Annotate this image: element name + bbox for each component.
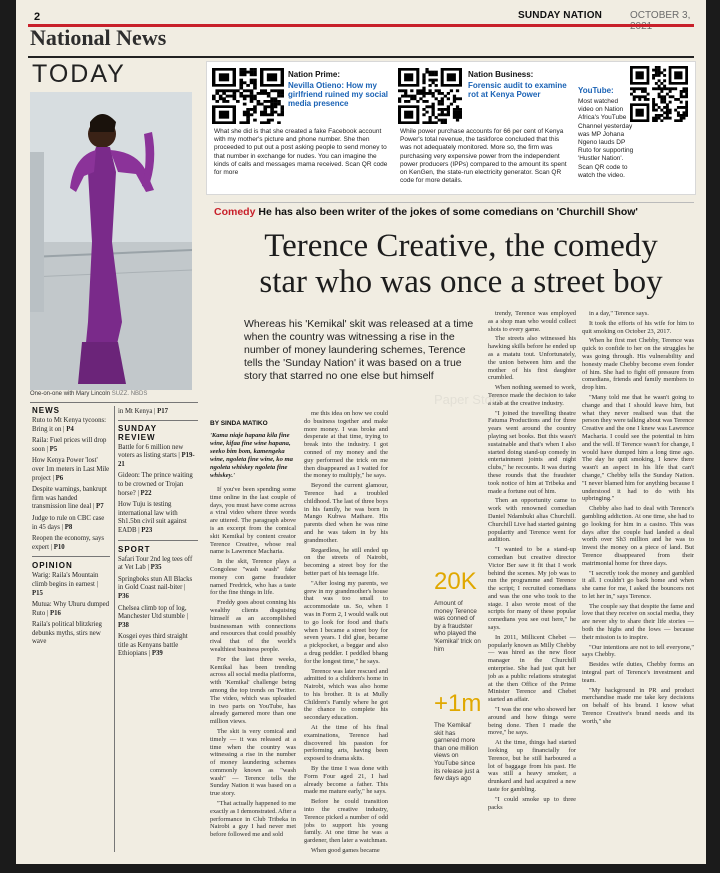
index-item-text: Battle for 6 million new voters as listing starts xyxy=(118,443,184,460)
index-item-text: How Tuju is testing international law with Sh1.5bn civil suit against EADB xyxy=(118,501,187,534)
article-paragraph: At the time of his final examinations, Terence had discovered his passion for performing arts, having been exposed to drama skits. xyxy=(304,724,388,763)
index-item[interactable]: Despite warnings, bankrupt firm was handed transmission line deal | P7 xyxy=(32,486,107,511)
index-item[interactable]: Judge to rule on CBC case in 45 days | P8 xyxy=(32,514,105,531)
index-item-text: Safari Tour 2nd leg tees off at Vet Lab xyxy=(118,555,193,572)
index-item-text: in Mt Kenya xyxy=(118,408,153,415)
index-column-2 xyxy=(118,406,198,662)
article-paragraph: in a day," Terence says. xyxy=(589,310,649,317)
index-item-page: P7 xyxy=(96,503,104,511)
article-paragraph: Beyond the current glamour, Terence had a troubled childhood. The last of three boys in his family, he was born in Mango Kubwa Mathare. His parents died when he was nine and he was taken in by his grandmother. xyxy=(304,482,388,544)
index-rule xyxy=(118,540,198,541)
index-rule xyxy=(118,420,198,421)
stat-2-label: The 'Kemikal' skit has garnered more than one million views on YouTube since its release just a few days ago xyxy=(434,722,480,783)
article-column-1 xyxy=(210,486,296,858)
index-item-text: Gideon: The prince waiting to be crowned or Trojan horse? xyxy=(118,472,193,497)
index-item-page: P39 xyxy=(151,650,163,658)
photo-credit: SUZZ. NBDS xyxy=(111,391,148,397)
article-paragraph: Chebby also had to deal with Terence's gambling addiction. At one time, she had to go looking for him in a casino. This was days after the couple had landed a deal worth over Sh3 million and he was to invest the money on a piece of land. But Terence disappeared from their matrimonial home for three days. xyxy=(582,505,694,567)
index-item-page: P5 xyxy=(49,445,58,453)
article-paragraph: "My background in PR and product merchandise made me take key decisions on behalf of his brand. I know what Terence Creative's brand needs and its worth," she xyxy=(582,686,694,725)
article-paragraph: "After losing my parents, we grew in my grandmother's house that was too small to accommodate us. So, when I was in Form 2, I would walk out to go look for food and that's when I became a street boy for seven years. I did glue, became a pickpocket, a beggar and also a drug peddler. I peddled bhang for the longest time," he says. xyxy=(304,579,388,665)
index-item-text: Raila: Fuel prices will drop soon xyxy=(32,437,107,453)
index-item[interactable]: Warig: Raila's Mountain climb begins in earnest | P15 xyxy=(32,572,99,597)
index-item-text: Kosgei eyes third straight title as Kenyans battle Ethiopians xyxy=(118,633,188,658)
article-paragraph: The streets also witnessed his hawking skills before he ended up as a matatu tout. Unfortunately, the union between him and the mother of his first daughter crumbled. xyxy=(488,335,576,382)
headline-line-1: Terence Creative, the comedy xyxy=(264,228,658,264)
index-item[interactable]: Battle for 6 million new voters as listing starts | P19-21 xyxy=(118,443,195,468)
article-paragraph: Then an opportunity came to work with renowned comedian Daniel Ndambuki alias Churchill. Churchill Live had started gaining popularity and Terence went for audition. xyxy=(488,497,576,544)
opinion-label: OPINION xyxy=(32,561,73,571)
promo-1-text: What she did is that she created a fake Facebook account with my mother's picture and phone number. She then proceeded to put out a post asking people to send money to that number in exchange for nudes. You can imagine the kinds of calls and messages mama received. Scan QR code for more xyxy=(214,128,388,177)
article-paragraph: "Many told me that he wasn't going to change and that I should leave him, but what they never realised was that the person they were talking about was Terence Creative and the one I knew was Lawrence Macharia. I could see the potential in him and the will. If Terence wasn't for change, I would have dumped him a long time ago. The day he quit smoking, I knew there wasn't an aspect in his life that can't change," Chebby tells the Sunday Nation. "I never blamed him for anything because I understood it had to do with his upbringing." xyxy=(582,393,694,503)
index-item-text: Reopen the economy, says expert xyxy=(32,535,105,551)
article-paragraph: The couple say that despite the fame and love that they receive on social media, they are never shy to share their life stories — both the highs and the lows — because their mission is to inspire. xyxy=(582,602,694,641)
review-label: REVIEW xyxy=(118,432,156,442)
index-item-text: Warig: Raila's Mountain climb begins in earnest xyxy=(32,572,99,588)
index-item-text: Judge to rule on CBC case in 45 days xyxy=(32,514,105,531)
article-paragraph: Besides wife duties, Chebby forms an integral part of Terence's investment and team. xyxy=(582,661,694,684)
article-paragraph: Terence was later rescued and admitted to a children's home in Nairobi, which was also home to his brother. It is at Mully Children's Family where he got the chance to complete his secondary education. xyxy=(304,667,388,722)
qr-code-icon[interactable] xyxy=(212,68,284,124)
sunday-label: SUNDAY xyxy=(118,423,158,433)
article-paragraph: Freddy goes about conning his wealthy clients disguising himself as an accomplished businessman with connections and resources that could possibly rival that of the world's wealthiest business people. xyxy=(210,599,296,653)
index-item-text: How Kenya Power 'lost' over 1m meters in Last Mile project xyxy=(32,457,110,482)
index-item-text: Chelsea climb top of log, Manchester Utd stumble xyxy=(118,604,187,621)
article-paragraph: By the time I was done with Form Four aged 21, I had already become a father. This made me mature early," he says. xyxy=(304,765,388,796)
sport-label: SPORT xyxy=(118,544,151,554)
article-paragraph: When good games became xyxy=(311,847,380,855)
photo-caption-text: One-on-one with Mary Lincoln xyxy=(30,391,111,397)
index-item-page: P15 xyxy=(32,589,43,597)
article-paragraph: When nothing seemed to work, Terence made the decision to take a stab at the creative industry. xyxy=(488,384,576,407)
index-item[interactable]: How Kenya Power 'lost' over 1m meters in Last Mile project | P6 xyxy=(32,457,110,482)
index-item-text: Ruto to Mt Kenya tycoons: Bring it on xyxy=(32,417,107,433)
promo-2-text: While power purchase accounts for 66 per cent of Kenya Power's total revenue, the taskforce concluded that this was not adequately monitored. More so, the firm was purchasing very expensive power from the independent power producers (IPPs) compared to the amount its spent on KenGen, the state-run electricity generator. Scan QR code for more details. xyxy=(400,128,567,185)
index-divider xyxy=(114,406,115,852)
index-item[interactable]: Kosgei eyes third straight title as Kenyans battle Ethiopians | P39 xyxy=(118,633,188,658)
qr-code-icon[interactable] xyxy=(398,68,462,124)
stat-2-value: +1m xyxy=(434,690,482,717)
section-underline xyxy=(28,56,694,58)
index-item[interactable]: Springboks stun All Blacks in Gold Coast nail-biter | P36 xyxy=(118,575,193,600)
issue-date: OCTOBER 3, xyxy=(630,10,691,21)
index-item-page: P23 xyxy=(141,526,153,534)
index-item[interactable]: How Tuju is testing international law with Sh1.5bn civil suit against EADB | P23 xyxy=(118,501,187,534)
newspaper-page xyxy=(16,0,706,864)
index-item-page: P36 xyxy=(118,592,129,600)
stat-1-value: 20K xyxy=(434,568,477,595)
article-paragraph: For the last three weeks, Kemikal has been trending across all social media platforms, with 'Kemikal' challenge being among the top trends on Twitter. The video, which was uploaded in two parts on YouTube, has already garnered more than one million views. xyxy=(210,655,296,726)
article-paragraph: Before he could transition into the creative industry, Terence picked a number of odd jobs to support his young family. At one time he was a gardener, then later a watchman. xyxy=(304,798,388,845)
index-item-text: Despite warnings, bankrupt firm was handed transmission line deal xyxy=(32,486,107,511)
article-paragraph: "I was the one who showed her around and how things were being done. Then I made the move," he says. xyxy=(488,706,576,737)
article-paragraph: It took the efforts of his wife for him to quit smoking on October 23, 2017. xyxy=(582,319,694,335)
article-paragraph: me this idea on how we could do business together and make more money. I was broke and desperate at that time, trying to break into the industry. I got conned of my money and the guy performed the trick on me then disappeared as I waited for the money to multiply," he says. xyxy=(304,410,388,480)
index-item-page: P8 xyxy=(64,523,73,531)
index-item[interactable]: Gideon: The prince waiting to be crowned or Trojan horse? | P22 xyxy=(118,472,193,497)
index-item-text: Raila's political blitzkrieg debunks myths, stirs new wave xyxy=(32,621,102,646)
index-column-1 xyxy=(32,406,110,650)
article-column-2 xyxy=(304,410,388,858)
index-rule xyxy=(32,556,110,557)
index-item[interactable]: in Mt Kenya | P17 xyxy=(118,408,169,415)
index-item-text: Mutua: Why Uhuru dumped Ruto xyxy=(32,601,110,617)
news-label: NEWS xyxy=(32,406,60,415)
kicker-text: He has also been writer of the jokes of some comedians on 'Churchill Show' xyxy=(258,206,638,218)
index-rule xyxy=(30,402,198,403)
article-paragraph: Regardless, he still ended up on the streets of Nairobi, becoming a street boy for the better part of his teenage life. xyxy=(304,546,388,577)
feature-photo xyxy=(30,92,192,390)
paper-name: SUNDAY NATION xyxy=(518,10,603,21)
article-paragraph: In 2011, Millicent Chebet — popularly known as Milly Chebby — was hired as the new floor manager in the Churchill enterprise. She had just quit her job as a public relations strategist at the then Office of the Prime Minister Terence and Chebet started an affair. xyxy=(488,633,576,704)
index-item[interactable]: Raila: Fuel prices will drop soon | P5 xyxy=(32,437,107,453)
index-item-page: P17 xyxy=(157,408,169,415)
index-item-page: P19-21 xyxy=(118,452,195,468)
index-item[interactable]: Mutua: Why Uhuru dumped Ruto | P16 xyxy=(32,601,110,617)
index-item-page: P4 xyxy=(66,425,74,433)
index-item[interactable] xyxy=(32,621,110,647)
index-item-page: P10 xyxy=(53,543,65,551)
article-paragraph: "I joined the travelling theatre Fatuma Productions and for three years went around the country playing set books. But this wasn't sustainable and that's when I also started doing stand-up comedy in entertainment joints and night clubs," he recounts. It was during these rounds that the fraudster took notice of him at Tribeka and made a fortune out of him. xyxy=(488,409,576,495)
index-item-page: P22 xyxy=(140,489,152,497)
article-paragraph: In the skit, Terence plays a Congolese "wash wash" fake money con game fraudster named Fredrick, who has a taste for the fine things in life. xyxy=(210,558,296,597)
kicker-label: Comedy xyxy=(214,206,256,218)
promo-2-title: Nation Business: xyxy=(468,70,534,79)
article-paragraph: If you've been spending some time online in the last couple of days, you must have come across a viral video where three words are uttered. The paragraph above is an excerpt from the comical skit Kemikal by content creator Terence Creative, whose real name is Lawrence Macharia. xyxy=(210,486,296,556)
headline-line-2: star who was once a street boy xyxy=(259,264,663,300)
article-headline xyxy=(226,228,696,300)
article-paragraph: When he first met Chebby, Terence was quick to confide to her on the struggles he was going through. His vulnerability and honesty made Chebby become even fonder of him. She had to fight off pressure from comedians, friends and family members to drop him. xyxy=(582,337,694,392)
promo-3-text: Most watched video on Nation Africa's YouTube Channel yesterday was MP Johana Ngeno lauds DP Ruto for supporting 'Hustler Nation'. Scan QR code to watch the video. xyxy=(578,98,634,179)
photo-caption xyxy=(30,391,200,397)
promo-1-headline[interactable]: Nevilla Otieno: How my girlfriend ruined my social media presence xyxy=(288,81,389,108)
article-paragraph: "I could smoke up to three packs xyxy=(488,795,576,811)
promo-3-title: YouTube: xyxy=(578,86,614,95)
page-number: 2 xyxy=(34,11,41,23)
watermark: Paper Store xyxy=(434,392,504,407)
index-item[interactable]: Ruto to Mt Kenya tycoons: Bring it on | P4 xyxy=(32,417,107,433)
article-paragraph: At the time, things had started looking up financially for Terence, but he still harboured a lot of baggage from his past. He was still a heavy smoker, a drunkard and had acquired a new taste for gambling. xyxy=(488,739,576,794)
index-item-page: P6 xyxy=(55,474,64,482)
qr-code-icon[interactable] xyxy=(630,66,688,122)
index-item[interactable]: Safari Tour 2nd leg tees off at Vet Lab | P35 xyxy=(118,555,193,572)
kicker xyxy=(214,206,638,218)
article-paragraph: "I secretly took the money and gambled it all. I couldn't go back home and when she came for me, I asked the bouncers not to let her in," says Terence. xyxy=(582,569,694,600)
index-item[interactable]: Chelsea climb top of log, Manchester Utd stumble | P38 xyxy=(118,604,188,629)
kicker-rule xyxy=(214,202,694,203)
index-item-page: P35 xyxy=(150,564,162,572)
index-item-text: Springboks stun All Blacks in Gold Coast nail-biter xyxy=(118,575,193,592)
index-item-page: P38 xyxy=(118,621,129,629)
promo-2-headline[interactable]: Forensic audit to examine rot at Kenya Power xyxy=(468,81,567,99)
promo-1-title: Nation Prime: xyxy=(288,70,341,79)
section-title: National News xyxy=(30,25,167,50)
article-paragraph: "That actually happened to me exactly as I demonstrated. After a performance in Club Tribeka in Nairobi a guy I had never met before followed me and sold xyxy=(210,800,296,839)
index-item[interactable]: Reopen the economy, says expert | P10 xyxy=(32,535,105,551)
article-paragraph: "Our intentions are not to tell everyone," says Chebby. xyxy=(582,643,694,659)
stat-1-label: Amount of money Terence was conned of by a fraudster who played the 'Kemikal' trick on him xyxy=(434,600,481,653)
article-paragraph: "I wanted to be a stand-up comedian but creative director Victor Ber saw it fit that I work behind the scenes. My job was to run the programme and Terence the script; I recruited comedians and was the one who took to the stage. I also wrote most of the scripts for many of these popular comedians you see out here," he says. xyxy=(488,546,576,632)
article-paragraph: trendy, Terence was employed as a shop man who would collect shots to every game. xyxy=(488,310,576,333)
article-paragraph: The skit is very comical and timely — it was released at a time when the country was witnessing a rise in the number of money laundering schemes commonly known as "wash wash" — Terence tells the Sunday Nation it was based on a true story. xyxy=(210,727,296,798)
byline: BY SINDA MATIKO xyxy=(210,420,268,427)
today-label: TODAY xyxy=(32,60,126,88)
standfirst: Whereas his 'Kemikal' skit was released at a time when the country was witnessing a rise in the number of money laundering schemes, Terence tells the 'Sunday Nation' it was based on a true story that starred no one else but himself xyxy=(244,318,474,382)
pull-quote: 'Kama niaje hapana kila fine wine, kifaa fine wine hapana, seeko bim bom, kamengeka wine, ngoleta fine wine, ko ma ngoleta whiskey ngoleta fine whiskey.' xyxy=(210,432,293,479)
index-item-page: P16 xyxy=(49,609,61,617)
article-column-4 xyxy=(582,310,694,858)
